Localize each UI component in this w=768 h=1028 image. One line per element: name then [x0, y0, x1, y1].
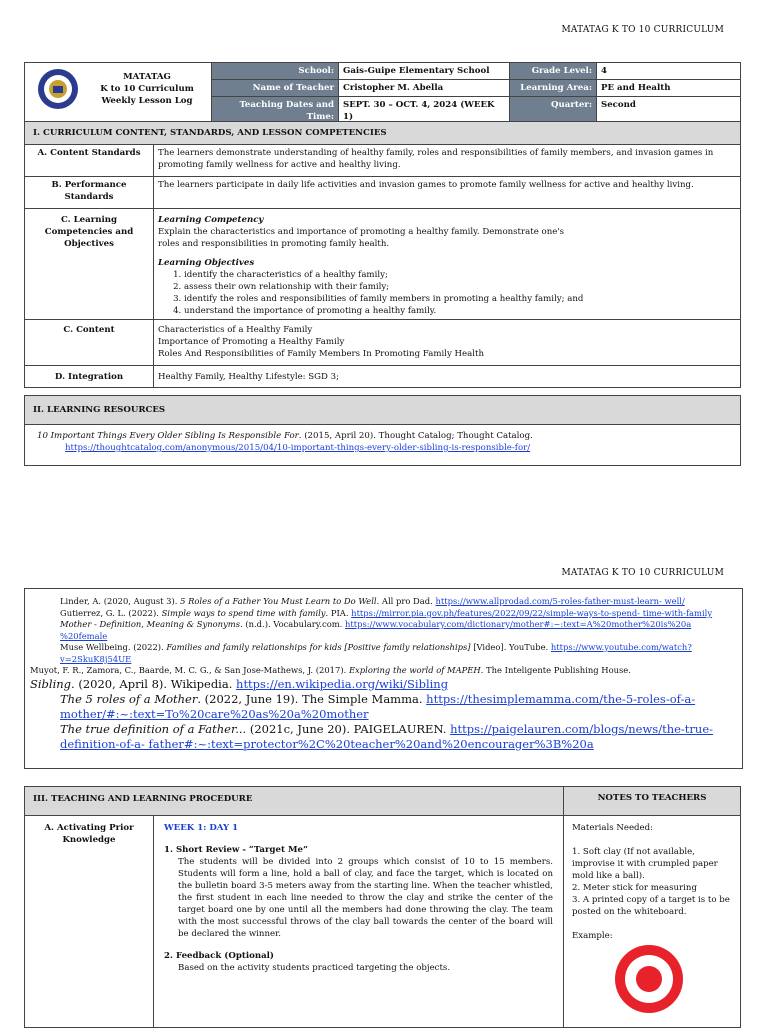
teacher-value: Cristopher M. Abella: [339, 80, 510, 97]
ref-sibling: Sibling. (2020, April 8). Wikipedia. https://en.wikipedia.org/wiki/Sibling: [30, 676, 449, 691]
deped-seal-icon: [29, 67, 87, 111]
section-3-title: III. TEACHING AND LEARNING PROCEDURE: [25, 787, 564, 816]
item-2-title: 2. Feedback (Optional): [164, 951, 274, 961]
section-3-table: [24, 786, 741, 1028]
content-label: C. Content: [25, 320, 154, 366]
teacher-label: Name of Teacher: [212, 80, 339, 97]
references-list: [30, 596, 740, 752]
ref-paigelauren-link[interactable]: https://paigelauren.com/blogs/news/the-true-definition-of-a- father#:~:text=protector%2C%20teacher%20and%20encourager%3B%20a: [60, 721, 714, 751]
performance-standards-text: The learners participate in daily life activities and invasion games to promote family wellness for active and healthy living.: [154, 177, 741, 209]
quarter-value: Second: [597, 97, 741, 126]
header-table: [24, 62, 741, 126]
integration-label: D. Integration: [25, 366, 154, 388]
dates-value: SEPT. 30 – OCT. 4, 2024 (WEEK 1): [339, 97, 510, 126]
ref-muyot: Muyot, F. R., Zamora, C., Baarde, M. C. G., & San Jose-Mathews, J. (2017). Exploring the world of MAPEH. The Inteligente Publishing House.: [30, 665, 631, 675]
ref-muse-link[interactable]: https://www.youtube.com/watch? v=2SkuK8j54UE: [60, 642, 692, 664]
ref-paigelauren: The true definition of a Father... (2021c, June 20). PAIGELAUREN. https://paigelauren.com/blogs/news/the-true-definition-of-a- father#:~:text=protector%2C%20teacher%20and%20encourager%3B%20a: [60, 721, 714, 751]
objective-item: 1. identify the characteristics of a healthy family;: [184, 269, 736, 281]
resource-1-title: 10 Important Things Every Older Sibling Is Responsible For: [37, 431, 299, 441]
competency-heading: Learning Competency: [158, 215, 264, 225]
content-line: Roles And Responsibilities of Family Members In Promoting Family Health: [158, 349, 484, 359]
materials-item: 2. Meter stick for measuring: [572, 883, 697, 893]
doc-title-cell: [25, 63, 212, 126]
page-header-2: MATATAG K TO 10 CURRICULUM: [561, 568, 724, 578]
doc-title-2: K to 10 Curriculum: [100, 84, 194, 94]
week-label: WEEK 1: DAY 1: [164, 823, 239, 833]
target-icon: [614, 944, 684, 1014]
example-label: Example:: [572, 931, 613, 941]
doc-title-1: MATATAG: [123, 72, 171, 82]
competencies-cell: [154, 209, 741, 320]
resource-cell: [25, 425, 741, 466]
section-2-table: [24, 395, 741, 466]
grade-label: Grade Level:: [510, 63, 597, 80]
area-label: Learning Area:: [510, 80, 597, 97]
ref-vocabulary: Mother - Definition, Meaning & Synonyms. (n.d.). Vocabulary.com. https://www.vocabulary.com/dictionary/mother#:~:text=A%20mother%20is%20a %20female: [60, 619, 692, 641]
notes-cell: [564, 816, 741, 1028]
area-value: PE and Health: [597, 80, 741, 97]
ref-gutierrez-link[interactable]: https://mirror.pia.gov.ph/features/2022/09/22/simple-ways-to-spend- time-with-family: [351, 607, 713, 618]
section-1-table: [24, 121, 741, 388]
page-header: MATATAG K TO 10 CURRICULUM: [561, 25, 724, 35]
ref-gutierrez: Gutierrez, G. L. (2022). Simple ways to spend time with family. PIA. https://mirror.pia.gov.ph/features/2022/09/22/simple-ways-to-spend- time-with-family: [60, 607, 713, 618]
objectives-list: [158, 269, 736, 317]
ref-vocabulary-link[interactable]: https://www.vocabulary.com/dictionary/mother#:~:text=A%20mother%20is%20a %20female: [60, 619, 692, 641]
ref-sibling-link[interactable]: https://en.wikipedia.org/wiki/Sibling: [236, 676, 449, 691]
competency-text-1: Explain the characteristics and importance of promoting a healthy family. Demonstrate one's: [158, 227, 565, 237]
content-line: Importance of Promoting a Healthy Family: [158, 337, 345, 347]
content-line: Characteristics of a Healthy Family: [158, 325, 313, 335]
dates-label: Teaching Dates and Time:: [212, 97, 339, 126]
doc-title-3: Weekly Lesson Log: [101, 96, 193, 106]
section-2-title: II. LEARNING RESOURCES: [25, 396, 741, 425]
school-label: School:: [212, 63, 339, 80]
competency-text-2: roles and responsibilities in promoting family health.: [158, 239, 390, 249]
resource-1-rest: . (2015, April 20). Thought Catalog; Thought Catalog.: [298, 431, 533, 441]
item-1-title: 1. Short Review - “Target Me”: [164, 845, 308, 855]
resource-1-link[interactable]: https://thoughtcatalog.com/anonymous/2015/04/10-important-things-every-older-sibling-is-responsible-for/: [65, 443, 531, 453]
school-value: Gais-Guipe Elementary School: [339, 63, 510, 80]
ref-simple-mamma: The 5 roles of a Mother. (2022, June 19). The Simple Mamma. https://thesimplemamma.com/the-5-roles-of-a- mother/#:~:text=To%20care%20as%20a%20mother: [60, 691, 696, 721]
integration-text: Healthy Family, Healthy Lifestyle: SGD 3;: [154, 366, 741, 388]
section-1-title: I. CURRICULUM CONTENT, STANDARDS, AND LESSON COMPETENCIES: [25, 122, 741, 145]
activating-label: A. Activating Prior Knowledge: [25, 816, 154, 1028]
content-standards-label: A. Content Standards: [25, 145, 154, 177]
competencies-label: C. Learning Competencies and Objectives: [25, 209, 154, 320]
content-standards-text: The learners demonstrate understanding of healthy family, roles and responsibilities of family members, and invasion games in promoting family wellness for active and healthy living.: [154, 145, 741, 177]
materials-item: 1. Soft clay (If not available, improvise it with crumpled paper mold like a ball).: [572, 847, 718, 881]
item-1-text: The students will be divided into 2 groups which consist of 10 to 15 members. Students will form a line, hold a ball of clay, and face the target, which is located on the bulletin board 3-5 meters away from the starting line. When the teacher whistled, the first student in each line needed to throw the clay and strike the center of the target board one by one until all the members had done throwing the clay. The team with the most successful throws of the clay ball towards the center of the board will be declared the winner.: [178, 857, 553, 939]
materials-heading: Materials Needed:: [572, 823, 654, 833]
materials-item: 3. A printed copy of a target is to be posted on the whiteboard.: [572, 895, 730, 917]
grade-value: 4: [597, 63, 741, 80]
notes-title: NOTES TO TEACHERS: [564, 787, 741, 816]
ref-linder-link[interactable]: https://www.allprodad.com/5-roles-father-must-learn- well/: [435, 596, 685, 606]
ref-linder: Linder, A. (2020, August 3). 5 Roles of a Father You Must Learn to Do Well. All pro Dad. https://www.allprodad.com/5-roles-father-must-learn- well/: [60, 596, 685, 606]
objective-item: 3. identify the roles and responsibilities of family members in promoting a healthy family; and: [184, 293, 736, 305]
item-2-text: Based on the activity students practiced targeting the objects.: [178, 963, 451, 973]
performance-standards-label: B. Performance Standards: [25, 177, 154, 209]
quarter-label: Quarter:: [510, 97, 597, 126]
objectives-heading: Learning Objectives: [158, 258, 255, 268]
ref-muse: Muse Wellbeing. (2022). Families and family relationships for kids [Positive family relationships] [Video]. YouTube. https://www.youtube.com/watch? v=2SkuK8j54UE: [60, 642, 692, 664]
ref-simple-mamma-link[interactable]: https://thesimplemamma.com/the-5-roles-of-a- mother/#:~:text=To%20care%20as%20a%20mother: [60, 691, 696, 721]
objective-item: 2. assess their own relationship with their family;: [184, 281, 736, 293]
content-cell: [154, 320, 741, 366]
objective-item: 4. understand the importance of promoting a healthy family.: [184, 305, 736, 317]
activating-cell: [154, 816, 564, 1028]
